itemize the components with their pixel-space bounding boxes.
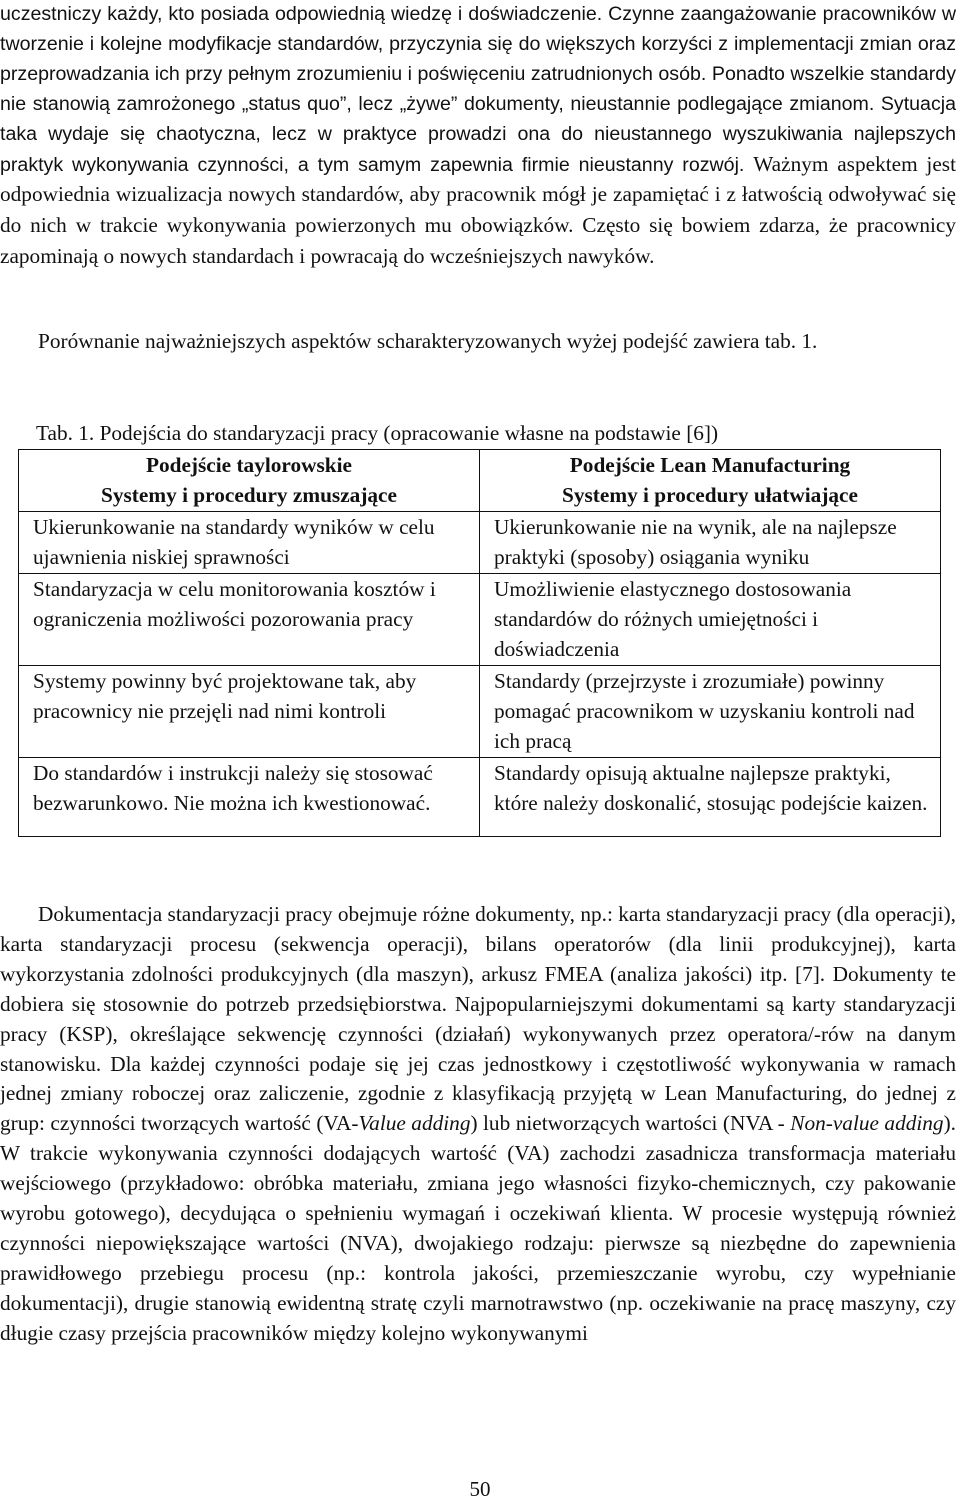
table-cell: Standardy opisują aktualne najlepsze praktyki, które należy doskonalić, stosując podejście kaizen.	[480, 758, 941, 837]
table-row	[19, 758, 941, 837]
paragraph-table-reference-text: Porównanie najważniejszych aspektów scharakteryzowanych wyżej podejść zawiera tab. 1.	[38, 329, 818, 353]
page-number: 50	[469, 1477, 491, 1501]
table-header-row	[19, 450, 941, 512]
paragraph-bottom-part2: ) lub nietworzących wartości (NVA -	[470, 1111, 791, 1136]
paragraph-bottom-italic-nva: Non-value adding	[790, 1111, 944, 1136]
paragraph-bottom	[0, 900, 956, 1349]
paragraph-bottom-italic-va: Value adding	[358, 1111, 471, 1136]
paragraph-top-part-c: Ważnym aspektem jest odpowiednia wizualizacja nowych standardów, aby pracownik mógł je zapamiętać i z łatwością odwoływać się do nich w trakcie wykonywania powierzonych mu obowiązków. Często się bowiem zdarza, że pracownicy zapominają o nowych standardach i powracają do wcześniejszych nawyków.	[0, 151, 957, 269]
table-row	[19, 574, 941, 666]
paragraph-table-reference	[0, 327, 956, 357]
paragraph-bottom-part3: ). W trakcie wykonywania czynności dodających wartość (VA) zachodzi zasadnicza transformacja materiału wejściowego (przykładowo: obróbka materiału, zmiana jego własności fizyko-chemicznych, czy pakowanie wyrobu gotowego), decydująca o spełnieniu wymagań i oczekiwań klienta. W procesie występują również czynności niepowiększające wartości (NVA), dwojakiego rodzaju: pierwsze są niezbędne do zapewnienia prawidłowego przebiegu procesu (np.: kontrola jakości, przemieszczanie wyrobu, czy wypełnianie dokumentacji), drugie stanowią ewidentną stratę czyli marnotrawstwo (np. oczekiwanie na pracę maszyny, czy długie czasy przejścia pracowników między kolejno wykonywanymi	[0, 1111, 957, 1345]
table-caption: Tab. 1. Podejścia do standaryzacji pracy (opracowanie własne na podstawie [6])	[36, 421, 719, 445]
table-cell: Ukierunkowanie nie na wynik, ale na najlepsze praktyki (sposoby) osiągania wyniku	[480, 512, 941, 574]
paragraph-bottom-part1: Dokumentacja standaryzacji pracy obejmuje różne dokumenty, np.: karta standaryzacji pracy (dla operacji), karta standaryzacji procesu (sekwencja operacji), bilans operatorów (dla linii produkcyjnej), karta wykorzystania zdolności produkcyjnych (dla maszyn), arkusz FMEA (analiza jakości) itp. [7]. Dokumenty te dobiera się stosownie do potrzeb przedsiębiorstwa. Najpopularniejszymi dokumentami są karty standaryzacji pracy (KSP), określające sekwencję czynności (działań) wykonywanych przez operatora/-rów na danym stanowisku. Dla każdej czynności podaje się jej czas jednostkowy i częstotliwość wykonywania w ramach jednej zmiany roboczej oraz zaliczenie, zgodnie z klasyfikacją przyjętą w Lean Manufacturing, do jednej z grup: czynności tworzących wartość (VA-	[0, 902, 956, 1136]
table-row	[19, 666, 941, 758]
header-taylor-line1: Podejście taylorowskie	[145, 453, 353, 477]
table-header-taylor	[19, 450, 480, 512]
table-cell: Do standardów i instrukcji należy się stosować bezwarunkowo. Nie można ich kwestionować.	[19, 758, 480, 837]
header-taylor-line2: Systemy i procedury zmuszające	[101, 483, 397, 507]
table-cell: Systemy powinny być projektowane tak, aby pracownicy nie przejęli nad nimi kontroli	[19, 666, 480, 758]
table-cell: Standaryzacja w celu monitorowania kosztów i ograniczenia możliwości pozorowania pracy	[19, 574, 480, 666]
paragraph-top	[0, 0, 956, 273]
paragraph-top-part-a: uczestniczy każdy, kto posiada odpowiednią wiedzę i doświadczenie. Czynne zaangażowanie pracowników w tworzenie i kolejne modyfikacje standardów, przyczynia się do większych korzyści z implementacji zmian oraz przeprowadzania ich przy pełnym zrozumieniu i poświęceniu zatrudnionych osób.	[0, 3, 956, 85]
table-row	[19, 512, 941, 574]
table-cell: Umożliwienie elastycznego dostosowania standardów do różnych umiejętności i doświadczenia	[480, 574, 941, 666]
header-lean-line1: Podejście Lean Manufacturing	[569, 453, 851, 477]
table-header-lean	[480, 450, 941, 512]
table-cell: Ukierunkowanie na standardy wyników w celu ujawnienia niskiej sprawności	[19, 512, 480, 574]
table-cell: Standardy (przejrzyste i zrozumiałe) powinny pomagać pracownikom w uzyskaniu kontroli nad ich pracą	[480, 666, 941, 758]
paragraph-top-part-b: Ponadto wszelkie standardy nie stanowią zamrożonego „status quo”, lecz „żywe” dokumenty, nieustannie podlegające zmianom. Sytuacja taka wydaje się chaotyczna, lecz w praktyce prowadzi ona do nieustannego wyszukiwania najlepszych praktyk wykonywania czynności, a tym samym zapewnia firmie nieustanny rozwój.	[0, 62, 956, 176]
header-lean-line2: Systemy i procedury ułatwiające	[562, 483, 858, 507]
comparison-table	[18, 449, 941, 837]
